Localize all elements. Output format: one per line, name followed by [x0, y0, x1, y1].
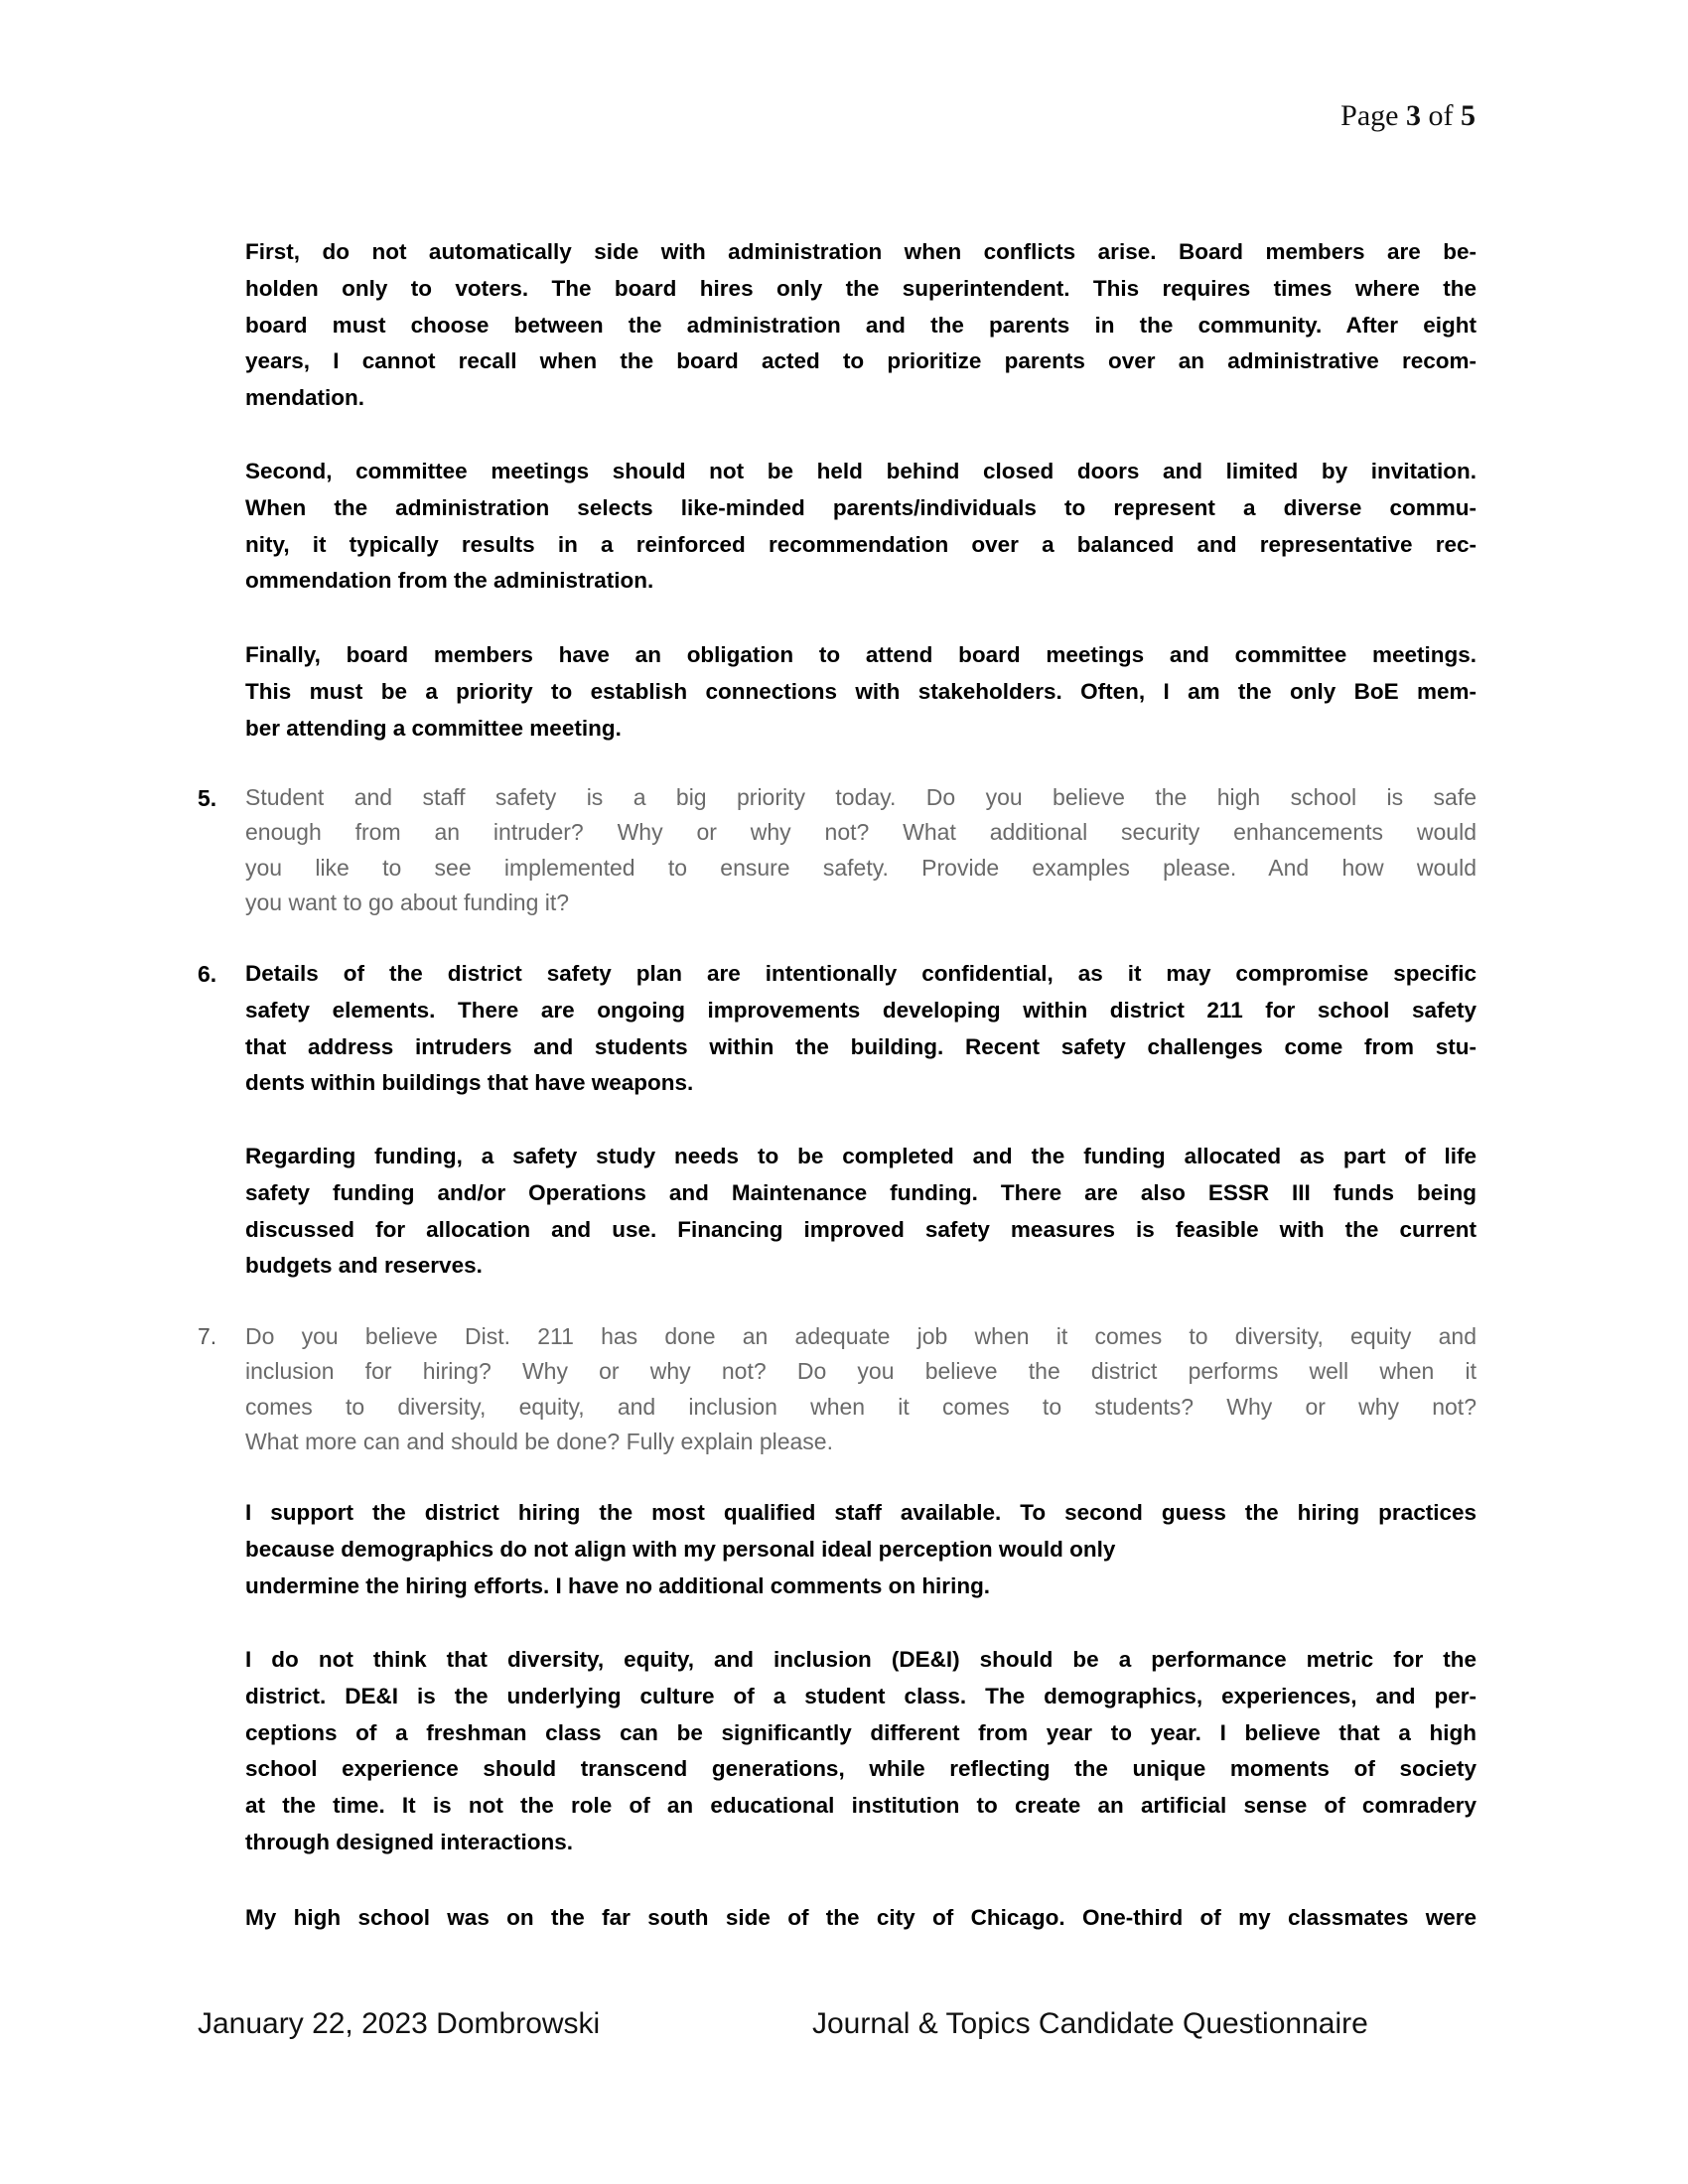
paragraph-finally — [245, 637, 1477, 747]
text-line: comes to diversity, equity, and inclusion when it comes to students? Why or why not? — [245, 1393, 1477, 1420]
paragraph-first — [245, 234, 1477, 417]
question-5 — [245, 780, 1477, 920]
answer-6 — [245, 956, 1477, 1102]
text-line: undermine the hiring efforts. I have no additional comments on hiring. — [245, 1572, 991, 1598]
question-5-number: 5. — [198, 785, 217, 811]
text-line: dents within buildings that have weapons. — [245, 1070, 694, 1096]
text-line: mendation. — [245, 385, 365, 411]
answer-7-chicago — [245, 1900, 1477, 1937]
footer-date-author: January 22, 2023 Dombrowski — [198, 2007, 601, 2040]
text-line: you want to go about funding it? — [245, 888, 570, 915]
text-line: ber attending a committee meeting. — [245, 715, 622, 741]
text-line: board must choose between the administration and the parents in the community. After eight — [245, 312, 1477, 338]
question-7 — [245, 1319, 1477, 1459]
text-line: district. DE&I is the underlying culture of a student class. The demographics, experiences, and per- — [245, 1683, 1477, 1708]
text-line: Do you believe Dist. 211 has done an adequate job when it comes to diversity, equity and — [245, 1323, 1477, 1349]
page-current: 3 — [1406, 99, 1421, 132]
text-line: Details of the district safety plan are intentionally confidential, as it may compromise specific — [245, 961, 1477, 986]
question-7-number: 7. — [198, 1323, 217, 1349]
text-line: I support the district hiring the most qualified staff available. To second guess the hiring practices — [245, 1500, 1477, 1525]
text-line: First, do not automatically side with administration when conflicts arise. Board members are be- — [245, 239, 1477, 264]
text-line: through designed interactions. — [245, 1829, 574, 1854]
text-line: This must be a priority to establish connections with stakeholders. Often, I am the only BoE mem- — [245, 678, 1477, 704]
text-line: budgets and reserves. — [245, 1253, 483, 1279]
page-of: of — [1428, 99, 1454, 132]
text-line: you like to see implemented to ensure safety. Provide examples please. And how would — [245, 854, 1477, 881]
text-line: When the administration selects like-minded parents/individuals to represent a diverse commu- — [245, 494, 1477, 520]
answer-6-number: 6. — [198, 961, 217, 987]
text-line: ceptions of a freshman class can be significantly different from year to year. I believe that a high — [245, 1719, 1477, 1745]
text-line: Regarding funding, a safety study needs to be completed and the funding allocated as part of life — [245, 1144, 1477, 1168]
text-line: ommendation from the administration. — [245, 568, 654, 594]
text-line: that address intruders and students within the building. Recent safety challenges come from stu- — [245, 1033, 1477, 1059]
text-line: at the time. It is not the role of an educational institution to create an artificial sense of comradery — [245, 1793, 1477, 1819]
page-number — [1340, 99, 1476, 133]
text-line: My high school was on the far south side of the city of Chicago. One-third of my classmates were — [245, 1905, 1477, 1930]
text-line: discussed for allocation and use. Financing improved safety measures is feasible with the current — [245, 1216, 1477, 1242]
text-line: nity, it typically results in a reinforced recommendation over a balanced and representative rec- — [245, 531, 1477, 557]
text-line: enough from an intruder? Why or why not? What additional security enhancements would — [245, 819, 1477, 846]
text-line: safety elements. There are ongoing improvements developing within district 211 for school safety — [245, 997, 1477, 1023]
answer-7-dei — [245, 1642, 1477, 1861]
text-line: years, I cannot recall when the board acted to prioritize parents over an administrative recom- — [245, 348, 1477, 374]
text-line: Finally, board members have an obligation to attend board meetings and committee meetings. — [245, 642, 1477, 667]
text-line: Second, committee meetings should not be held behind closed doors and limited by invitation. — [245, 459, 1477, 483]
text-line: safety funding and/or Operations and Maintenance funding. There are also ESSR III funds being — [245, 1179, 1477, 1205]
text-line: Student and staff safety is a big priority today. Do you believe the high school is safe — [245, 784, 1477, 810]
text-line: holden only to voters. The board hires only the superintendent. This requires times where the — [245, 275, 1477, 301]
page-prefix: Page — [1340, 99, 1399, 132]
page-total: 5 — [1461, 99, 1476, 132]
text-line: inclusion for hiring? Why or why not? Do you believe the district performs well when it — [245, 1358, 1477, 1385]
answer-7-hiring — [245, 1495, 1477, 1604]
footer-document-title: Journal & Topics Candidate Questionnaire — [812, 2007, 1368, 2040]
text-line: I do not think that diversity, equity, and inclusion (DE&I) should be a performance metric for the — [245, 1647, 1477, 1672]
text-line: school experience should transcend generations, while reflecting the unique moments of society — [245, 1756, 1477, 1782]
answer-6-funding — [245, 1139, 1477, 1285]
text-line: because demographics do not align with my personal ideal perception would only — [245, 1536, 1116, 1562]
paragraph-second — [245, 454, 1477, 600]
text-line: What more can and should be done? Fully explain please. — [245, 1428, 833, 1454]
